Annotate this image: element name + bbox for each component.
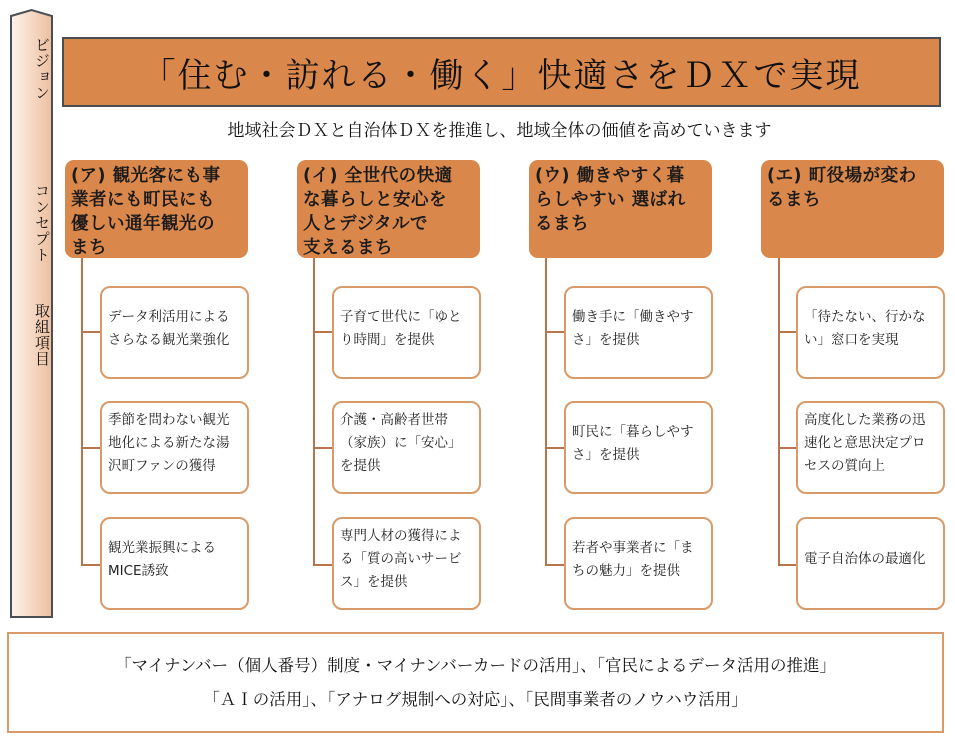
concept-e: [761, 160, 944, 258]
connector-branch: [81, 564, 101, 566]
initiative-text: データ利活用によるさらなる観光業強化: [108, 308, 230, 348]
vision-subtitle: 地域社会ＤＸと自治体ＤＸを推進し、地域全体の価値を高めていきます: [227, 121, 772, 141]
connector-branch: [545, 331, 565, 333]
initiative-text: 季節を問わない観光地化による新たな湯沢町ファンの獲得: [108, 412, 230, 474]
connector-trunk-i: [313, 258, 315, 565]
vision-title-box: [62, 37, 941, 107]
concept-a-line: (ア) 観光客にも事: [71, 166, 221, 186]
initiative-text: 電子自治体の最適化: [804, 551, 926, 567]
sidebar-level-labels: [10, 8, 53, 618]
concept-u-line: るまち: [535, 214, 589, 234]
initiative-i2: [332, 401, 481, 494]
enablers-line-2: 「ＡＩの活用」、「アナログ規制への対応」、「民間事業者のノウハウ活用」: [203, 689, 748, 709]
initiative-u2: [564, 401, 713, 494]
initiative-a3: [100, 517, 249, 610]
concept-e-line: (エ) 町役場が変わ: [767, 166, 917, 186]
initiative-text: 観光業振興によるMICE誘致: [108, 539, 216, 579]
connector-branch: [313, 564, 333, 566]
concept-i-line: (イ) 全世代の快適: [303, 166, 453, 186]
connector-branch: [313, 447, 333, 449]
initiative-e2: [796, 401, 945, 494]
concept-a: [65, 160, 248, 258]
initiative-a1: [100, 286, 249, 379]
concept-a-line: 業者にも町民にも: [71, 190, 215, 210]
initiative-i1: [332, 286, 481, 379]
enablers-box: [7, 632, 944, 733]
enablers-line-1: 「マイナンバー（個人番号）制度・マイナンバーカードの活用」、「官民によるデータ活用の推進」: [114, 655, 837, 675]
connector-branch: [545, 564, 565, 566]
initiative-text: 専門人材の獲得による「質の高いサービス」を提供: [340, 528, 462, 590]
concept-i-line: 支えるまち: [303, 238, 393, 258]
concept-u: [529, 160, 712, 258]
connector-branch: [778, 447, 798, 449]
initiative-text: 「待たない、行かない」窓口を実現: [804, 308, 926, 348]
initiative-text: 若者や事業者に「まちの魅力」を提供: [572, 539, 694, 579]
concept-i: [297, 160, 480, 258]
initiative-u1: [564, 286, 713, 379]
concept-e-line: るまち: [767, 190, 821, 210]
connector-branch: [778, 564, 798, 566]
concept-a-line: まち: [71, 238, 107, 258]
initiative-a2: [100, 401, 249, 494]
label-concept: コンセプト: [33, 183, 51, 263]
label-items: 取組項目: [33, 303, 51, 367]
initiative-text: 高度化した業務の迅速化と意思決定プロセスの質向上: [804, 412, 926, 474]
initiative-text: 子育て世代に「ゆとり時間」を提供: [340, 308, 462, 348]
label-vision: ビジョン: [33, 37, 51, 101]
concept-i-line: 人とデジタルで: [303, 214, 428, 234]
connector-branch: [313, 331, 333, 333]
connector-branch: [545, 447, 565, 449]
concept-u-line: (ウ) 働きやすく暮: [535, 166, 685, 186]
initiative-text: 働き手に「働きやすさ」を提供: [572, 308, 694, 348]
connector-branch: [81, 331, 101, 333]
initiative-text: 介護・高齢者世帯（家族）に「安心」を提供: [340, 412, 462, 474]
concept-a-line: 優しい通年観光の: [71, 214, 215, 234]
initiative-i3: [332, 517, 481, 610]
initiative-e3: [796, 517, 945, 610]
vision-title: 「住む・訪れる・働く」快適さをＤＸで実現: [141, 55, 862, 96]
connector-trunk-e: [778, 258, 780, 565]
initiative-u3: [564, 517, 713, 610]
concept-u-line: らしやすい 選ばれ: [535, 190, 686, 210]
connector-trunk-u: [545, 258, 547, 565]
connector-branch: [778, 331, 798, 333]
connector-branch: [81, 447, 101, 449]
initiative-e1: [796, 286, 945, 379]
connector-trunk-a: [81, 258, 83, 565]
initiative-text: 町民に「暮らしやすさ」を提供: [572, 423, 694, 463]
concept-i-line: な暮らしと安心を: [303, 190, 447, 210]
